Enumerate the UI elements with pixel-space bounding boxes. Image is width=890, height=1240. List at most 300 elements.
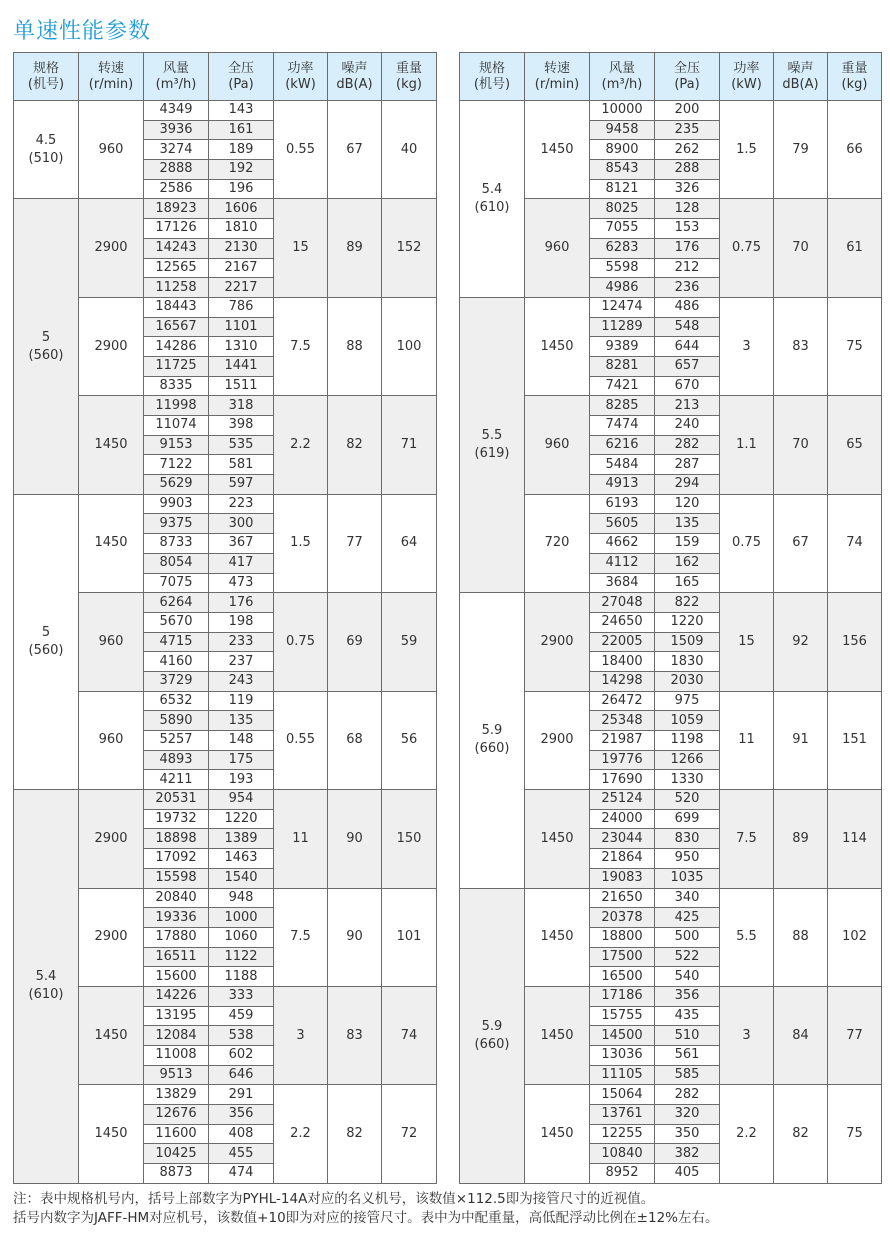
weight-cell: 102: [828, 888, 882, 986]
pressure-cell: 398: [209, 416, 274, 436]
pressure-cell: 548: [655, 317, 720, 337]
column-header-unit: (m³/h): [155, 76, 197, 92]
power-cell: 2.2: [274, 396, 328, 494]
weight-cell: 71: [382, 396, 437, 494]
airflow-cell: 25124: [590, 790, 655, 810]
speed-cell: 960: [525, 199, 590, 297]
speed-cell: 960: [79, 593, 144, 691]
table-row: [14, 494, 437, 514]
table-row: [460, 888, 882, 908]
airflow-cell: 6193: [590, 494, 655, 514]
noise-cell: 69: [328, 593, 382, 691]
column-header-label: 全压: [673, 60, 700, 76]
noise-cell: 90: [328, 888, 382, 986]
column-header-label: 功率: [287, 60, 314, 76]
model-sub-number: (610): [474, 199, 510, 215]
pressure-cell: 950: [655, 849, 720, 869]
pressure-cell: 237: [209, 652, 274, 672]
airflow-cell: 12255: [590, 1124, 655, 1144]
column-header-unit: dB(A): [782, 76, 819, 92]
airflow-cell: 5890: [144, 711, 209, 731]
airflow-cell: 11074: [144, 416, 209, 436]
column-header: [14, 53, 79, 101]
pressure-cell: 474: [209, 1164, 274, 1184]
airflow-cell: 2888: [144, 160, 209, 180]
table-row: [460, 593, 882, 613]
airflow-cell: 21864: [590, 849, 655, 869]
speed-cell: 960: [79, 101, 144, 199]
column-header-unit: (kg): [841, 76, 868, 92]
pressure-cell: 1266: [655, 750, 720, 770]
speed-cell: 1450: [79, 396, 144, 494]
pressure-cell: 581: [209, 455, 274, 475]
airflow-cell: 5598: [590, 258, 655, 278]
airflow-cell: 10840: [590, 1144, 655, 1164]
airflow-cell: 3729: [144, 671, 209, 691]
pressure-cell: 1389: [209, 829, 274, 849]
pressure-cell: 1540: [209, 868, 274, 888]
pressure-cell: 318: [209, 396, 274, 416]
pressure-cell: 535: [209, 435, 274, 455]
table-row: [460, 101, 882, 121]
model-number: 5.4: [35, 969, 57, 985]
pressure-cell: 367: [209, 534, 274, 554]
pressure-cell: 644: [655, 337, 720, 357]
pressure-cell: 262: [655, 140, 720, 160]
pressure-cell: 1000: [209, 908, 274, 928]
power-cell: 15: [274, 199, 328, 297]
column-header-label: 规格: [32, 60, 59, 76]
speed-cell: 2900: [79, 790, 144, 888]
airflow-cell: 11998: [144, 396, 209, 416]
pressure-cell: 356: [655, 986, 720, 1006]
noise-cell: 91: [774, 691, 828, 789]
airflow-cell: 17186: [590, 986, 655, 1006]
airflow-cell: 18443: [144, 297, 209, 317]
noise-cell: 83: [774, 297, 828, 395]
speed-cell: 1450: [525, 101, 590, 199]
airflow-cell: 27048: [590, 593, 655, 613]
column-header: [79, 53, 144, 101]
column-header-unit: (r/min): [534, 76, 580, 92]
airflow-cell: 9375: [144, 514, 209, 534]
performance-table-left: [13, 52, 437, 1184]
noise-cell: 89: [328, 199, 382, 297]
pressure-cell: 597: [209, 475, 274, 495]
column-header-unit: (kW): [285, 76, 316, 92]
pressure-cell: 408: [209, 1124, 274, 1144]
column-header: [720, 53, 774, 101]
airflow-cell: 7474: [590, 416, 655, 436]
speed-cell: 2900: [79, 888, 144, 986]
pressure-cell: 333: [209, 986, 274, 1006]
model-number: 5: [41, 329, 51, 345]
noise-cell: 77: [328, 494, 382, 592]
power-cell: 0.75: [274, 593, 328, 691]
airflow-cell: 10425: [144, 1144, 209, 1164]
pressure-cell: 435: [655, 1006, 720, 1026]
airflow-cell: 5605: [590, 514, 655, 534]
weight-cell: 74: [382, 986, 437, 1084]
model-number: 4.5: [35, 132, 57, 148]
pressure-cell: 510: [655, 1026, 720, 1046]
airflow-cell: 20378: [590, 908, 655, 928]
column-header: [525, 53, 590, 101]
power-cell: 3: [720, 297, 774, 395]
model-cell: [460, 593, 525, 888]
noise-cell: 88: [328, 297, 382, 395]
airflow-cell: 6264: [144, 593, 209, 613]
pressure-cell: 294: [655, 475, 720, 495]
airflow-cell: 7075: [144, 573, 209, 593]
weight-cell: 65: [828, 396, 882, 494]
weight-cell: 100: [382, 297, 437, 395]
model-cell: [460, 101, 525, 298]
pressure-cell: 350: [655, 1124, 720, 1144]
airflow-cell: 4986: [590, 278, 655, 298]
pressure-cell: 699: [655, 809, 720, 829]
airflow-cell: 23044: [590, 829, 655, 849]
column-header-label: 规格: [478, 60, 505, 76]
model-cell: [14, 199, 79, 494]
airflow-cell: 7122: [144, 455, 209, 475]
pressure-cell: 2130: [209, 238, 274, 258]
airflow-cell: 24650: [590, 612, 655, 632]
noise-cell: 89: [774, 790, 828, 888]
speed-cell: 1450: [525, 986, 590, 1084]
pressure-cell: 1188: [209, 967, 274, 987]
airflow-cell: 17092: [144, 849, 209, 869]
model-number: 5.9: [481, 1018, 503, 1034]
power-cell: 0.55: [274, 691, 328, 789]
pressure-cell: 602: [209, 1046, 274, 1066]
footnote-line-1: 注：表中规格机号内，括号上部数字为PYHL-14A对应的名义机号，该数值×112.5即为接管尺寸的近视值。: [13, 1191, 655, 1207]
airflow-cell: 3684: [590, 573, 655, 593]
model-sub-number: (560): [28, 347, 64, 363]
airflow-cell: 8121: [590, 179, 655, 199]
pressure-cell: 1441: [209, 356, 274, 376]
pressure-cell: 320: [655, 1105, 720, 1125]
airflow-cell: 10000: [590, 101, 655, 121]
weight-cell: 59: [382, 593, 437, 691]
airflow-cell: 19083: [590, 868, 655, 888]
airflow-cell: 8285: [590, 396, 655, 416]
pressure-cell: 300: [209, 514, 274, 534]
footnote-line-2: 括号内数字为JAFF-HM对应机号，该数值+10即为对应的接管尺寸。表中为中配重量，高低配浮动比例在±12%左右。: [13, 1210, 719, 1226]
pressure-cell: 459: [209, 1006, 274, 1026]
airflow-cell: 5257: [144, 731, 209, 751]
pressure-cell: 175: [209, 750, 274, 770]
pressure-cell: 243: [209, 671, 274, 691]
column-header: [382, 53, 437, 101]
pressure-cell: 646: [209, 1065, 274, 1085]
pressure-cell: 120: [655, 494, 720, 514]
noise-cell: 67: [774, 494, 828, 592]
pressure-cell: 657: [655, 356, 720, 376]
pressure-cell: 282: [655, 1085, 720, 1105]
power-cell: 2.2: [274, 1085, 328, 1183]
weight-cell: 66: [828, 101, 882, 199]
airflow-cell: 4112: [590, 553, 655, 573]
airflow-cell: 3936: [144, 120, 209, 140]
airflow-cell: 2586: [144, 179, 209, 199]
airflow-cell: 16511: [144, 947, 209, 967]
airflow-cell: 14286: [144, 337, 209, 357]
pressure-cell: 455: [209, 1144, 274, 1164]
column-header-unit: (r/min): [88, 76, 134, 92]
pressure-cell: 340: [655, 888, 720, 908]
airflow-cell: 15755: [590, 1006, 655, 1026]
pressure-cell: 291: [209, 1085, 274, 1105]
pressure-cell: 670: [655, 376, 720, 396]
weight-cell: 152: [382, 199, 437, 297]
column-header-unit: (Pa): [228, 76, 254, 92]
column-header-label: 风量: [162, 60, 189, 76]
airflow-cell: 11600: [144, 1124, 209, 1144]
page-title: 单速性能参数: [13, 19, 152, 44]
airflow-cell: 15064: [590, 1085, 655, 1105]
airflow-cell: 4893: [144, 750, 209, 770]
noise-cell: 70: [774, 396, 828, 494]
pressure-cell: 786: [209, 297, 274, 317]
weight-cell: 77: [828, 986, 882, 1084]
pressure-cell: 1606: [209, 199, 274, 219]
weight-cell: 74: [828, 494, 882, 592]
noise-cell: 82: [328, 1085, 382, 1183]
airflow-cell: 26472: [590, 691, 655, 711]
weight-cell: 151: [828, 691, 882, 789]
airflow-cell: 9458: [590, 120, 655, 140]
airflow-cell: 11105: [590, 1065, 655, 1085]
airflow-cell: 12565: [144, 258, 209, 278]
airflow-cell: 14298: [590, 671, 655, 691]
pressure-cell: 326: [655, 179, 720, 199]
pressure-cell: 2030: [655, 671, 720, 691]
speed-cell: 960: [525, 396, 590, 494]
airflow-cell: 11008: [144, 1046, 209, 1066]
airflow-cell: 4913: [590, 475, 655, 495]
airflow-cell: 6532: [144, 691, 209, 711]
model-sub-number: (660): [474, 1036, 510, 1052]
pressure-cell: 1330: [655, 770, 720, 790]
pressure-cell: 356: [209, 1105, 274, 1125]
power-cell: 0.75: [720, 199, 774, 297]
airflow-cell: 18400: [590, 652, 655, 672]
airflow-cell: 8952: [590, 1164, 655, 1184]
model-cell: [460, 297, 525, 592]
power-cell: 11: [274, 790, 328, 888]
pressure-cell: 954: [209, 790, 274, 810]
model-cell: [460, 888, 525, 1183]
column-header-label: 功率: [733, 60, 760, 76]
airflow-cell: 8025: [590, 199, 655, 219]
model-number: 5.9: [481, 723, 503, 739]
column-header: [774, 53, 828, 101]
speed-cell: 1450: [525, 790, 590, 888]
pressure-cell: 382: [655, 1144, 720, 1164]
speed-cell: 1450: [79, 494, 144, 592]
pressure-cell: 417: [209, 553, 274, 573]
model-cell: [14, 790, 79, 1184]
noise-cell: 82: [774, 1085, 828, 1183]
column-header-unit: (机号): [27, 76, 65, 92]
pressure-cell: 135: [655, 514, 720, 534]
column-header-unit: (m³/h): [601, 76, 643, 92]
pressure-cell: 196: [209, 179, 274, 199]
airflow-cell: 12676: [144, 1105, 209, 1125]
noise-cell: 67: [328, 101, 382, 199]
airflow-cell: 7421: [590, 376, 655, 396]
column-header: [655, 53, 720, 101]
column-header-unit: (机号): [473, 76, 511, 92]
airflow-cell: 19776: [590, 750, 655, 770]
pressure-cell: 561: [655, 1046, 720, 1066]
column-header: [274, 53, 328, 101]
noise-cell: 68: [328, 691, 382, 789]
power-cell: 7.5: [274, 888, 328, 986]
column-header-label: 全压: [227, 60, 254, 76]
airflow-cell: 19732: [144, 809, 209, 829]
weight-cell: 64: [382, 494, 437, 592]
column-header: [590, 53, 655, 101]
model-sub-number: (660): [474, 741, 510, 757]
airflow-cell: 11289: [590, 317, 655, 337]
pressure-cell: 948: [209, 888, 274, 908]
airflow-cell: 9513: [144, 1065, 209, 1085]
power-cell: 3: [274, 986, 328, 1084]
pressure-cell: 135: [209, 711, 274, 731]
pressure-cell: 198: [209, 612, 274, 632]
pressure-cell: 200: [655, 101, 720, 121]
airflow-cell: 4662: [590, 534, 655, 554]
power-cell: 7.5: [274, 297, 328, 395]
airflow-cell: 13761: [590, 1105, 655, 1125]
pressure-cell: 119: [209, 691, 274, 711]
pressure-cell: 148: [209, 731, 274, 751]
pressure-cell: 192: [209, 160, 274, 180]
airflow-cell: 17690: [590, 770, 655, 790]
column-header: [209, 53, 274, 101]
airflow-cell: 18923: [144, 199, 209, 219]
airflow-cell: 5629: [144, 475, 209, 495]
table-row: [14, 101, 437, 121]
power-cell: 2.2: [720, 1085, 774, 1183]
pressure-cell: 486: [655, 297, 720, 317]
airflow-cell: 8054: [144, 553, 209, 573]
speed-cell: 960: [79, 691, 144, 789]
airflow-cell: 24000: [590, 809, 655, 829]
speed-cell: 720: [525, 494, 590, 592]
pressure-cell: 153: [655, 219, 720, 239]
airflow-cell: 17880: [144, 927, 209, 947]
speed-cell: 1450: [79, 1085, 144, 1183]
airflow-cell: 8281: [590, 356, 655, 376]
power-cell: 1.5: [720, 101, 774, 199]
column-header-unit: (Pa): [674, 76, 700, 92]
airflow-cell: 11725: [144, 356, 209, 376]
airflow-cell: 8335: [144, 376, 209, 396]
weight-cell: 114: [828, 790, 882, 888]
pressure-cell: 473: [209, 573, 274, 593]
airflow-cell: 18800: [590, 927, 655, 947]
airflow-cell: 13036: [590, 1046, 655, 1066]
pressure-cell: 1220: [655, 612, 720, 632]
pressure-cell: 176: [655, 238, 720, 258]
airflow-cell: 9389: [590, 337, 655, 357]
airflow-cell: 9153: [144, 435, 209, 455]
pressure-cell: 240: [655, 416, 720, 436]
airflow-cell: 8543: [590, 160, 655, 180]
column-header-label: 重量: [395, 60, 422, 76]
pressure-cell: 235: [655, 120, 720, 140]
model-number: 5: [41, 624, 51, 640]
pressure-cell: 1511: [209, 376, 274, 396]
airflow-cell: 19336: [144, 908, 209, 928]
pressure-cell: 162: [655, 553, 720, 573]
airflow-cell: 20840: [144, 888, 209, 908]
airflow-cell: 11258: [144, 278, 209, 298]
column-header-label: 噪声: [787, 60, 814, 76]
model-sub-number: (560): [28, 642, 64, 658]
airflow-cell: 16567: [144, 317, 209, 337]
airflow-cell: 15598: [144, 868, 209, 888]
column-header-label: 噪声: [341, 60, 368, 76]
column-header-unit: (kg): [396, 76, 422, 92]
pressure-cell: 975: [655, 691, 720, 711]
pressure-cell: 1830: [655, 652, 720, 672]
pressure-cell: 1035: [655, 868, 720, 888]
column-header-label: 风量: [608, 60, 635, 76]
airflow-cell: 5670: [144, 612, 209, 632]
speed-cell: 2900: [525, 691, 590, 789]
pressure-cell: 143: [209, 101, 274, 121]
noise-cell: 92: [774, 593, 828, 691]
pressure-cell: 1810: [209, 219, 274, 239]
table-row: [14, 790, 437, 810]
speed-cell: 2900: [79, 297, 144, 395]
pressure-cell: 1509: [655, 632, 720, 652]
airflow-cell: 15600: [144, 967, 209, 987]
airflow-cell: 14243: [144, 238, 209, 258]
pressure-cell: 2217: [209, 278, 274, 298]
header-row: [14, 53, 437, 101]
power-cell: 0.55: [274, 101, 328, 199]
pressure-cell: 288: [655, 160, 720, 180]
airflow-cell: 20531: [144, 790, 209, 810]
pressure-cell: 830: [655, 829, 720, 849]
pressure-cell: 538: [209, 1026, 274, 1046]
table-row: [14, 199, 437, 219]
model-sub-number: (610): [28, 987, 64, 1003]
power-cell: 5.5: [720, 888, 774, 986]
power-cell: 1.1: [720, 396, 774, 494]
column-header: [460, 53, 525, 101]
pressure-cell: 1101: [209, 317, 274, 337]
airflow-cell: 14226: [144, 986, 209, 1006]
weight-cell: 61: [828, 199, 882, 297]
weight-cell: 40: [382, 101, 437, 199]
weight-cell: 156: [828, 593, 882, 691]
header-row: [460, 53, 882, 101]
pressure-cell: 520: [655, 790, 720, 810]
airflow-cell: 21987: [590, 731, 655, 751]
airflow-cell: 17126: [144, 219, 209, 239]
pressure-cell: 212: [655, 258, 720, 278]
pressure-cell: 165: [655, 573, 720, 593]
model-cell: [14, 494, 79, 789]
airflow-cell: 9903: [144, 494, 209, 514]
pressure-cell: 161: [209, 120, 274, 140]
